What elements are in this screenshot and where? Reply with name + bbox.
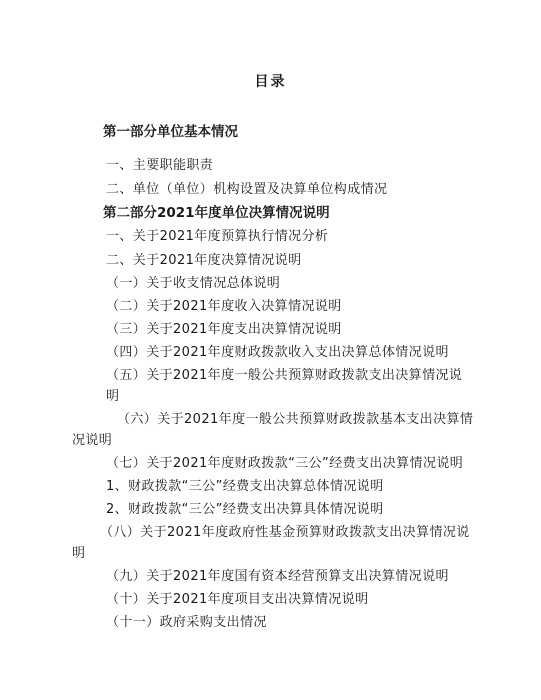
toc-entry-continuation: 况说明 (72, 433, 113, 448)
toc-entry: （八）关于2021年度政府性基金预算财政拨款支出决算情况说 (100, 525, 470, 540)
toc-entry: （三）关于2021年度支出决算情况说明 (106, 322, 342, 337)
toc-entry: （十）关于2021年度项目支出决算情况说明 (106, 592, 369, 607)
toc-entry: （一）关于收支情况总体说明 (106, 276, 281, 291)
toc-entry: （九）关于2021年度国有资本经营预算支出决算情况说明 (106, 569, 449, 584)
toc-entry: 2、财政拨款“三公”经费支出决算具体情况说明 (106, 502, 384, 517)
toc-title: 目录 (254, 74, 287, 90)
toc-entry: （十一）政府采购支出情况 (106, 615, 267, 630)
toc-entry: （四）关于2021年度财政拨款收入支出决算总体情况说明 (106, 345, 449, 360)
toc-entry-continuation: 明 (106, 389, 120, 404)
toc-entry: （六）关于2021年度一般公共预算财政拨款基本支出决算情 (117, 412, 474, 427)
toc-entry: 二、单位（单位）机构设置及决算单位构成情况 (106, 182, 388, 197)
toc-entry-continuation: 明 (72, 546, 86, 561)
toc-entry: 一、关于2021年度预算执行情况分析 (106, 229, 329, 244)
toc-entry: （七）关于2021年度财政拨款“三公”经费支出决算情况说明 (106, 456, 464, 471)
toc-entry: （二）关于2021年度收入决算情况说明 (106, 299, 342, 314)
toc-entry: 二、关于2021年度决算情况说明 (106, 253, 302, 268)
part-one-heading: 第一部分单位基本情况 (103, 124, 238, 140)
toc-entry: 1、财政拨款“三公”经费支出决算总体情况说明 (106, 479, 384, 494)
toc-entry: 一、主要职能职责 (106, 158, 214, 173)
toc-entry: （五）关于2021年度一般公共预算财政拨款支出决算情况说 (106, 368, 463, 383)
part-two-heading: 第二部分2021年度单位决算情况说明 (103, 205, 330, 221)
